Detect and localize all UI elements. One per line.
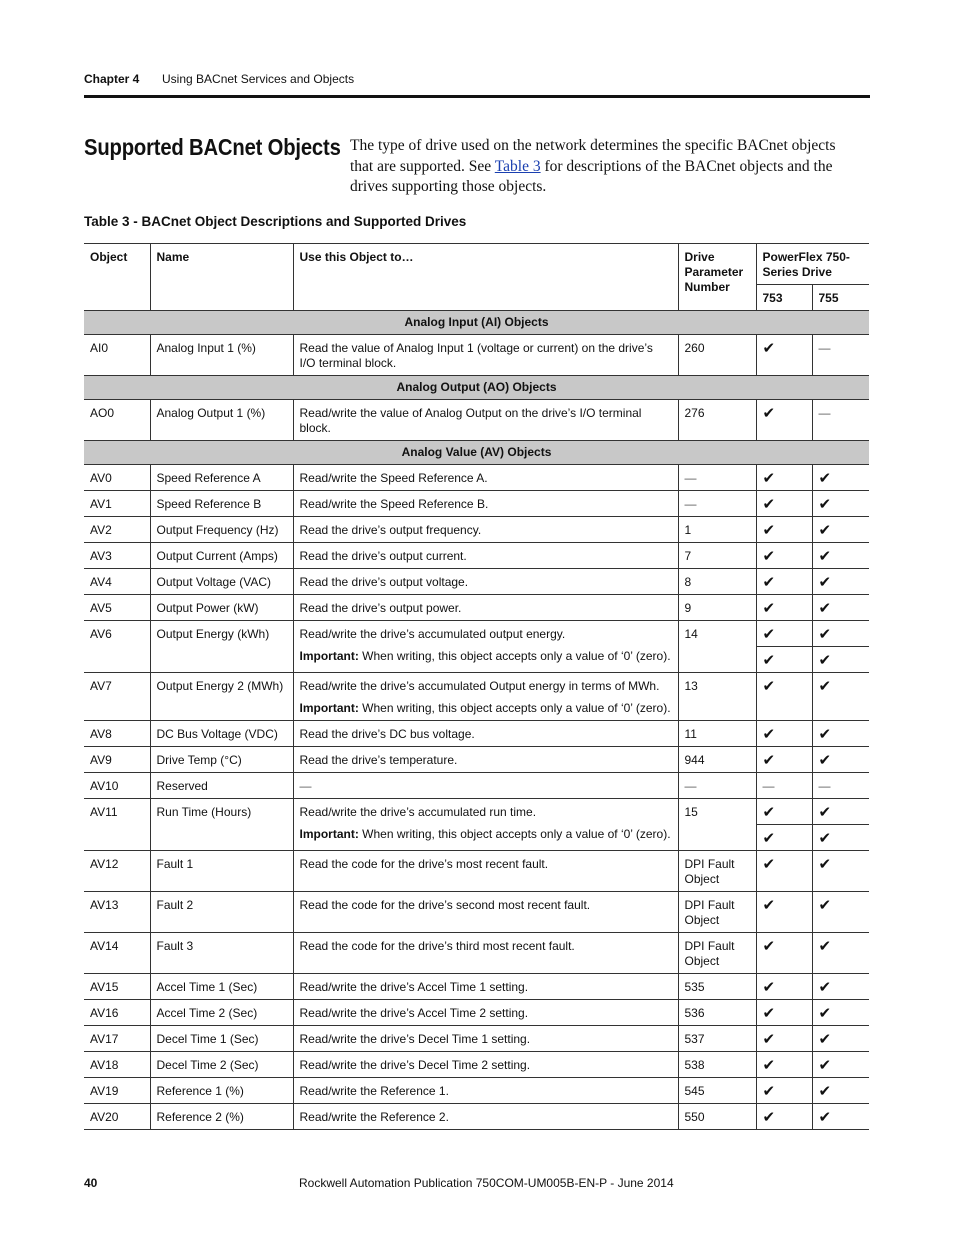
table-row [84, 1052, 869, 1078]
param-cell: 537 [678, 1026, 756, 1052]
753-cell: ✔ [756, 799, 812, 825]
name-cell: Speed Reference B [150, 491, 293, 517]
use-cell [293, 851, 678, 892]
object-cell: AV6 [84, 621, 150, 673]
753-cell: ✔ [756, 721, 812, 747]
753-cell: — [756, 773, 812, 799]
table-row [84, 892, 869, 933]
use-text: Read the drive’s output current. [299, 549, 467, 563]
use-text: Read/write the drive’s accumulated run time. [299, 805, 537, 819]
table-row [84, 543, 869, 569]
755-cell: ✔ [812, 747, 869, 773]
object-cell: AV17 [84, 1026, 150, 1052]
table-row [84, 851, 869, 892]
group-header-row [84, 376, 869, 400]
name-cell: Decel Time 1 (Sec) [150, 1026, 293, 1052]
group-title: Analog Input (AI) Objects [84, 311, 869, 335]
use-text: Read/write the drive’s accumulated Output energy in terms of MWh. [299, 679, 660, 693]
755-cell: ✔ [812, 673, 869, 721]
table-row [84, 1000, 869, 1026]
important-text: When writing, this object accepts only a value of ‘0’ (zero). [358, 649, 671, 663]
753-cell: ✔ [756, 1026, 812, 1052]
header-series: PowerFlex 750-Series Drive [756, 244, 869, 285]
use-cell [293, 465, 678, 491]
object-cell: AV11 [84, 799, 150, 851]
753-cell: ✔ [756, 825, 812, 851]
important-label: Important: [299, 827, 359, 841]
use-cell [293, 621, 678, 673]
table-3-link[interactable]: Table 3 [494, 157, 541, 175]
name-cell: Decel Time 2 (Sec) [150, 1052, 293, 1078]
param-cell: — [678, 465, 756, 491]
param-cell: 1 [678, 517, 756, 543]
group-title: Analog Output (AO) Objects [84, 376, 869, 400]
755-cell: ✔ [812, 465, 869, 491]
use-text: Read/write the value of Analog Output on the drive’s I/O terminal block. [299, 406, 642, 435]
table-row [84, 491, 869, 517]
use-cell [293, 933, 678, 974]
753-cell: ✔ [756, 465, 812, 491]
important-text: When writing, this object accepts only a value of ‘0’ (zero). [358, 827, 671, 841]
use-text: Read/write the drive’s Decel Time 1 setting. [299, 1032, 531, 1046]
header-name: Name [150, 244, 293, 311]
header-753: 753 [756, 285, 812, 311]
param-cell: 260 [678, 335, 756, 376]
name-cell: Speed Reference A [150, 465, 293, 491]
table-header-row [84, 244, 869, 285]
header-object: Object [84, 244, 150, 311]
use-text: Read the value of Analog Input 1 (voltage or current) on the drive’s I/O terminal block. [299, 341, 653, 370]
param-cell: 538 [678, 1052, 756, 1078]
755-cell: ✔ [812, 543, 869, 569]
chapter-title: Using BACnet Services and Objects [162, 72, 355, 86]
important-note [300, 649, 672, 664]
use-cell [293, 517, 678, 543]
table-row [84, 335, 869, 376]
name-cell: DC Bus Voltage (VDC) [150, 721, 293, 747]
use-text: — [299, 779, 312, 793]
intro-text-2: for descriptions of the BACnet objects and the drives supporting those objects. [350, 157, 833, 195]
755-cell: ✔ [812, 595, 869, 621]
table-row [84, 974, 869, 1000]
name-cell: Reserved [150, 773, 293, 799]
object-cell: AV5 [84, 595, 150, 621]
name-cell: Output Energy 2 (MWh) [150, 673, 293, 721]
753-cell: ✔ [756, 933, 812, 974]
param-cell: 545 [678, 1078, 756, 1104]
use-cell [293, 491, 678, 517]
use-text: Read the code for the drive’s second most recent fault. [299, 898, 591, 912]
table-row [84, 465, 869, 491]
header-rule [84, 95, 870, 98]
use-cell [293, 543, 678, 569]
755-cell: ✔ [812, 1078, 869, 1104]
use-text: Read the drive’s DC bus voltage. [299, 727, 475, 741]
table-row [84, 673, 869, 721]
755-cell: — [812, 400, 869, 441]
table-row [84, 400, 869, 441]
important-label: Important: [299, 649, 359, 663]
name-cell: Output Power (kW) [150, 595, 293, 621]
755-cell: ✔ [812, 799, 869, 825]
name-cell: Output Voltage (VAC) [150, 569, 293, 595]
header-use: Use this Object to… [293, 244, 678, 311]
use-cell [293, 721, 678, 747]
param-cell: 276 [678, 400, 756, 441]
chapter-label: Chapter 4 [84, 72, 140, 86]
use-text: Read/write the drive’s Accel Time 1 setting. [299, 980, 529, 994]
use-cell [293, 974, 678, 1000]
753-cell: ✔ [756, 335, 812, 376]
object-cell: AI0 [84, 335, 150, 376]
param-cell: DPI Fault Object [678, 851, 756, 892]
use-cell [293, 673, 678, 721]
name-cell: Output Frequency (Hz) [150, 517, 293, 543]
param-cell: 14 [678, 621, 756, 673]
object-cell: AV14 [84, 933, 150, 974]
header-755: 755 [812, 285, 869, 311]
object-cell: AV8 [84, 721, 150, 747]
755-cell: ✔ [812, 892, 869, 933]
755-cell: ✔ [812, 851, 869, 892]
param-cell: DPI Fault Object [678, 892, 756, 933]
object-cell: AV1 [84, 491, 150, 517]
param-cell: DPI Fault Object [678, 933, 756, 974]
table-row [84, 595, 869, 621]
name-cell: Fault 3 [150, 933, 293, 974]
name-cell: Drive Temp (°C) [150, 747, 293, 773]
753-cell: ✔ [756, 595, 812, 621]
753-cell: ✔ [756, 517, 812, 543]
753-cell: ✔ [756, 543, 812, 569]
param-cell: 15 [678, 799, 756, 851]
param-cell: 7 [678, 543, 756, 569]
param-cell: 11 [678, 721, 756, 747]
use-text: Read the drive’s output voltage. [299, 575, 469, 589]
intro-paragraph [350, 136, 862, 198]
use-cell [293, 595, 678, 621]
755-cell: ✔ [812, 1104, 869, 1130]
use-text: Read/write the drive’s Decel Time 2 setting. [299, 1058, 531, 1072]
important-note [300, 827, 672, 842]
header-param: Drive Parameter Number [678, 244, 756, 311]
753-cell: ✔ [756, 974, 812, 1000]
object-cell: AV9 [84, 747, 150, 773]
755-cell: ✔ [812, 974, 869, 1000]
755-cell: ✔ [812, 1000, 869, 1026]
bacnet-objects-table [84, 243, 869, 1130]
use-text: Read the code for the drive’s most recent fault. [299, 857, 549, 871]
use-cell [293, 1000, 678, 1026]
use-text: Read/write the Speed Reference A. [299, 471, 488, 485]
753-cell: ✔ [756, 647, 812, 673]
use-text: Read the drive’s temperature. [299, 753, 458, 767]
name-cell: Analog Input 1 (%) [150, 335, 293, 376]
753-cell: ✔ [756, 491, 812, 517]
param-cell: 13 [678, 673, 756, 721]
param-cell: 535 [678, 974, 756, 1000]
object-cell: AV18 [84, 1052, 150, 1078]
name-cell: Reference 1 (%) [150, 1078, 293, 1104]
object-cell: AV12 [84, 851, 150, 892]
755-cell: ✔ [812, 933, 869, 974]
753-cell: ✔ [756, 892, 812, 933]
753-cell: ✔ [756, 1000, 812, 1026]
publication-info: Rockwell Automation Publication 750COM-UM005B-EN-P - June 2014 [299, 1176, 674, 1190]
group-header-row [84, 441, 869, 465]
object-cell: AV2 [84, 517, 150, 543]
755-cell: ✔ [812, 569, 869, 595]
name-cell: Output Energy (kWh) [150, 621, 293, 673]
use-text: Read/write the drive’s accumulated output energy. [299, 627, 566, 641]
table-row [84, 1026, 869, 1052]
use-cell [293, 1052, 678, 1078]
753-cell: ✔ [756, 851, 812, 892]
intro-text-1: The type of drive used on the network determines the specific BACnet objects that are supported. See [350, 137, 836, 175]
object-cell: AV0 [84, 465, 150, 491]
use-cell [293, 1104, 678, 1130]
name-cell: Output Current (Amps) [150, 543, 293, 569]
object-cell: AV4 [84, 569, 150, 595]
753-cell: ✔ [756, 569, 812, 595]
use-cell [293, 400, 678, 441]
753-cell: ✔ [756, 673, 812, 721]
755-cell: ✔ [812, 491, 869, 517]
753-cell: ✔ [756, 1104, 812, 1130]
param-cell: 536 [678, 1000, 756, 1026]
table-row [84, 569, 869, 595]
object-cell: AV3 [84, 543, 150, 569]
753-cell: ✔ [756, 1052, 812, 1078]
use-cell [293, 1026, 678, 1052]
object-cell: AV10 [84, 773, 150, 799]
object-cell: AV15 [84, 974, 150, 1000]
755-cell: ✔ [812, 1052, 869, 1078]
table-row [84, 517, 869, 543]
table-row [84, 747, 869, 773]
753-cell: ✔ [756, 1078, 812, 1104]
param-cell: 550 [678, 1104, 756, 1130]
name-cell: Accel Time 2 (Sec) [150, 1000, 293, 1026]
755-cell: ✔ [812, 517, 869, 543]
object-cell: AV7 [84, 673, 150, 721]
753-cell: ✔ [756, 621, 812, 647]
use-text: Read/write the Reference 1. [299, 1084, 449, 1098]
group-header-row [84, 311, 869, 335]
table-row [84, 799, 869, 825]
important-text: When writing, this object accepts only a value of ‘0’ (zero). [358, 701, 671, 715]
table-row [84, 773, 869, 799]
param-cell: — [678, 491, 756, 517]
name-cell: Run Time (Hours) [150, 799, 293, 851]
param-cell: 8 [678, 569, 756, 595]
param-cell: 944 [678, 747, 756, 773]
755-cell: — [812, 335, 869, 376]
section-title: Supported BACnet Objects [84, 134, 341, 160]
use-cell [293, 892, 678, 933]
name-cell: Analog Output 1 (%) [150, 400, 293, 441]
table-row [84, 933, 869, 974]
755-cell: ✔ [812, 825, 869, 851]
use-text: Read/write the Reference 2. [299, 1110, 449, 1124]
table-caption: Table 3 - BACnet Object Descriptions and Supported Drives [84, 214, 467, 229]
object-cell: AV13 [84, 892, 150, 933]
object-cell: AV20 [84, 1104, 150, 1130]
755-cell: ✔ [812, 1026, 869, 1052]
use-text: Read the drive’s output frequency. [299, 523, 482, 537]
use-cell [293, 335, 678, 376]
753-cell: ✔ [756, 400, 812, 441]
use-text: Read/write the Speed Reference B. [299, 497, 489, 511]
table-row [84, 1078, 869, 1104]
important-note [300, 701, 672, 716]
name-cell: Reference 2 (%) [150, 1104, 293, 1130]
name-cell: Fault 1 [150, 851, 293, 892]
running-header [84, 72, 870, 86]
name-cell: Accel Time 1 (Sec) [150, 974, 293, 1000]
use-text: Read the code for the drive’s third most recent fault. [299, 939, 575, 953]
object-cell: AV19 [84, 1078, 150, 1104]
use-text: Read the drive’s output power. [299, 601, 462, 615]
important-label: Important: [299, 701, 359, 715]
page-number: 40 [84, 1176, 98, 1190]
group-title: Analog Value (AV) Objects [84, 441, 869, 465]
753-cell: ✔ [756, 747, 812, 773]
755-cell: ✔ [812, 647, 869, 673]
use-cell [293, 773, 678, 799]
table-row [84, 621, 869, 647]
param-cell: 9 [678, 595, 756, 621]
param-cell: — [678, 773, 756, 799]
use-cell [293, 747, 678, 773]
755-cell: ✔ [812, 621, 869, 647]
object-cell: AO0 [84, 400, 150, 441]
table-row [84, 1104, 869, 1130]
755-cell: — [812, 773, 869, 799]
use-cell [293, 1078, 678, 1104]
use-cell [293, 799, 678, 851]
use-cell [293, 569, 678, 595]
table-body [84, 311, 869, 1130]
name-cell: Fault 2 [150, 892, 293, 933]
use-text: Read/write the drive’s Accel Time 2 setting. [299, 1006, 529, 1020]
755-cell: ✔ [812, 721, 869, 747]
object-cell: AV16 [84, 1000, 150, 1026]
table-row [84, 721, 869, 747]
